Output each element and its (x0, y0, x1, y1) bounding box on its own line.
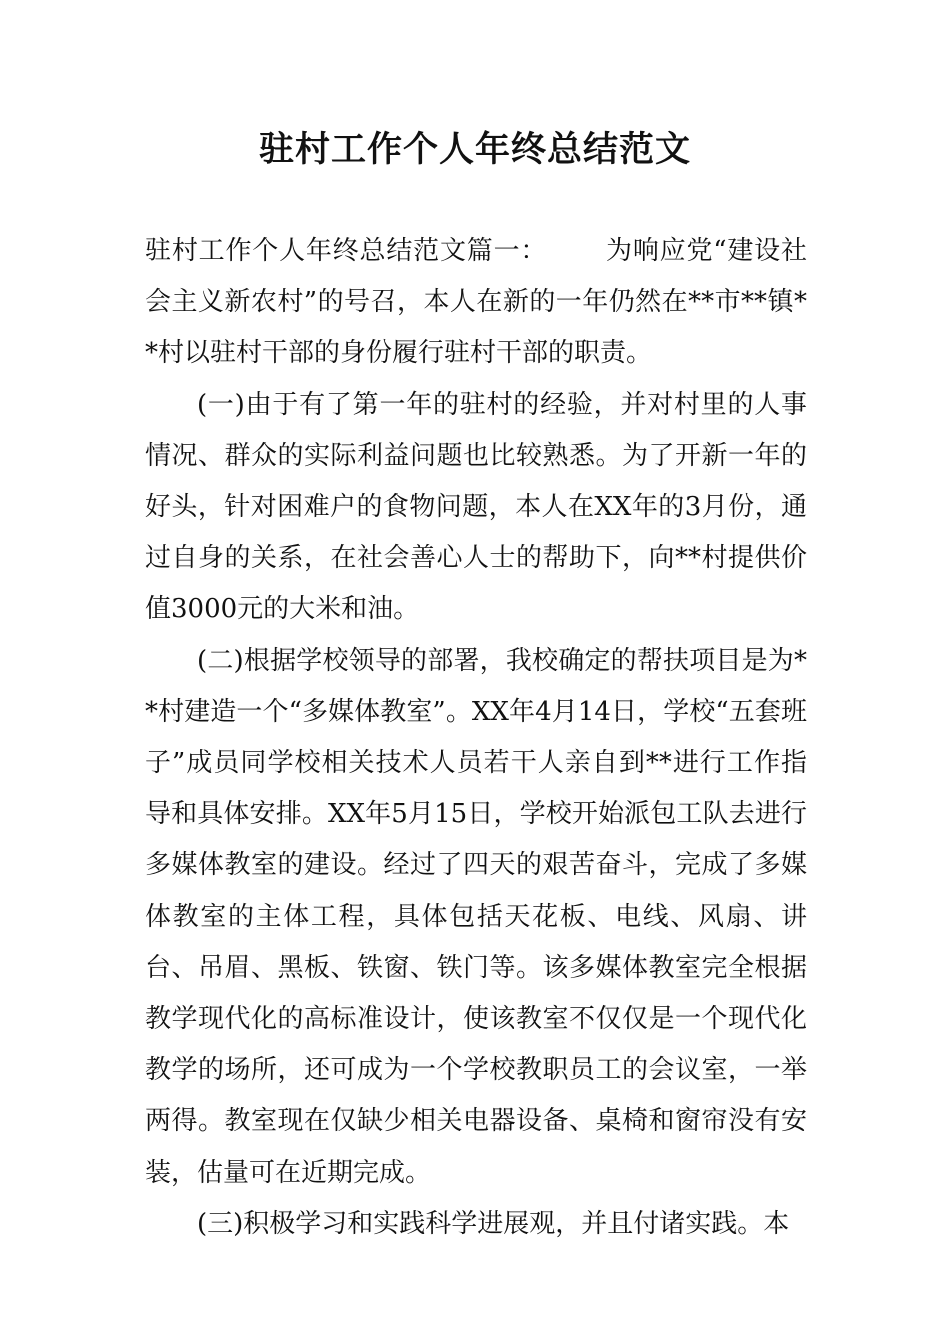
intro-text: 为响应党“建设社会主义新农村”的号召，本人在新的一年仍然在**市**镇**村以驻村干部的身份履行驻村干部的职责。 (145, 236, 807, 369)
paragraph-1: (一)由于有了第一年的驻村的经验，并对村里的人事情况、群众的实际利益问题也比较熟悉。为了开新一年的好头，针对困难户的食物问题，本人在XX年的3月份，通过自身的关系，在社会善心人士的帮助下，向**村提供价值3000元的大米和油。 (145, 389, 807, 625)
paragraph-2: (二)根据学校领导的部署，我校确定的帮扶项目是为**村建造一个“多媒体教室”。XX年4月14日，学校“五套班子”成员同学校相关技术人员若干人亲自到**进行工作指导和具体安排。XX年5月15日，学校开始派包工队去进行多媒体教室的建设。经过了四天的艰苦奋斗，完成了多媒体教室的主体工程，具体包括天花板、电线、风扇、讲台、吊眉、黑板、铁窗、铁门等。该多媒体教室完全根据教学现代化的高标准设计，使该教室不仅仅是一个现代化教学的场所，还可成为一个学校教职员工的会议室，一举两得。教室现在仅缺少相关电器设备、桌椅和窗帘没有安装，估量可在近期完成。 (145, 645, 807, 1188)
intro-label: 驻村工作个人年终总结范文篇一： (145, 236, 548, 266)
paragraph-3: (三)积极学习和实践科学进展观，并且付诸实践。本 (197, 1208, 790, 1239)
document-title: 驻村工作个人年终总结范文 (258, 130, 691, 170)
paragraph-intro (145, 226, 807, 380)
document-body (145, 226, 807, 1250)
